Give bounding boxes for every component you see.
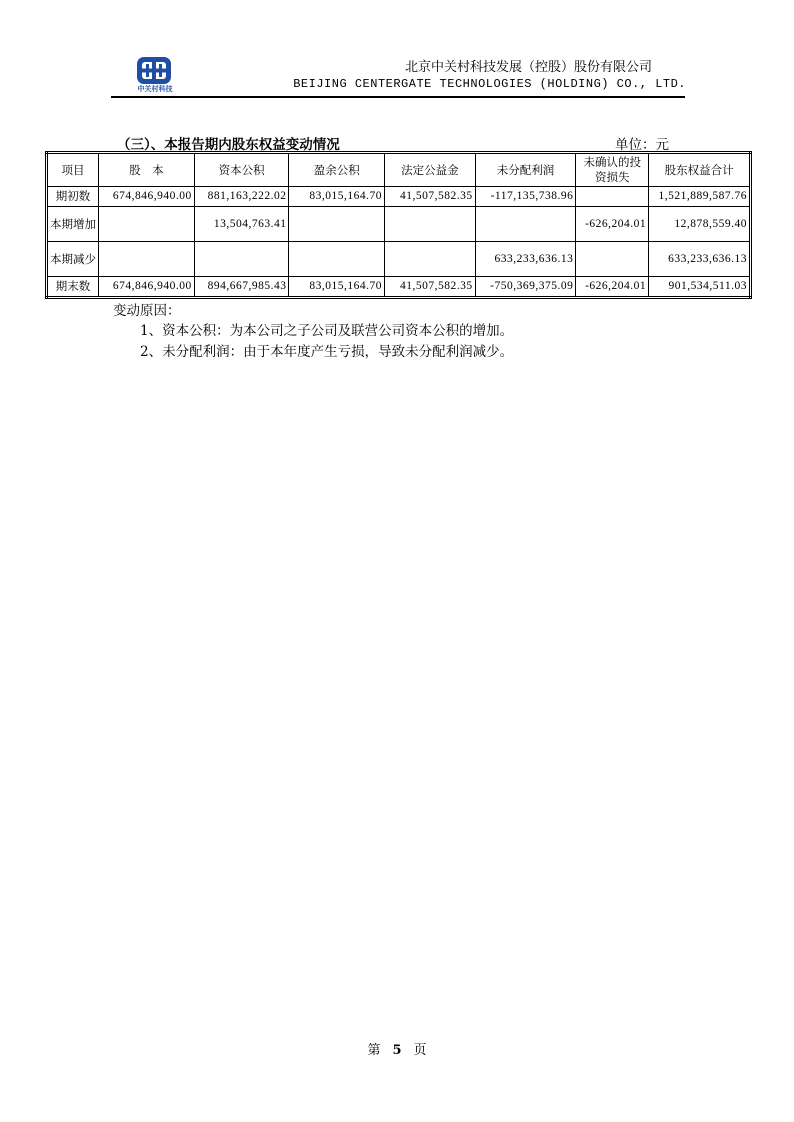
table-row [47, 187, 751, 207]
section-title: （三）、本报告期内股东权益变动情况 [117, 137, 340, 153]
col-header-capital-reserve: 资本公积 [194, 153, 289, 187]
col-header-surplus-reserve: 盈余公积 [289, 153, 385, 187]
table-cell [99, 207, 195, 242]
col-header-item: 项目 [47, 153, 99, 187]
table-cell [99, 242, 195, 277]
row-label: 期末数 [47, 277, 99, 298]
table-cell: -750,369,375.09 [475, 277, 576, 298]
col-header-unrecognized-loss: 未确认的投资损失 [576, 153, 649, 187]
table-cell: 13,504,763.41 [194, 207, 289, 242]
table-cell: 674,846,940.00 [99, 277, 195, 298]
logo-text: 中关村科技 [137, 85, 173, 93]
table-cell: 894,667,985.43 [194, 277, 289, 298]
page-number: 5 [392, 1043, 402, 1058]
page-footer [0, 1039, 794, 1058]
table-cell: 83,015,164.70 [289, 277, 385, 298]
table-cell [289, 242, 385, 277]
page-prefix: 第 [367, 1043, 381, 1058]
table-cell [576, 242, 649, 277]
change-reason-item: 2、未分配利润：由于本年度产生亏损，导致未分配利润减少。 [140, 344, 514, 360]
change-reasons-title: 变动原因： [113, 303, 181, 319]
col-header-retained-earnings: 未分配利润 [475, 153, 576, 187]
unit-label: 单位：元 [615, 137, 669, 153]
table-cell: -626,204.01 [576, 207, 649, 242]
table-cell: 633,233,636.13 [649, 242, 751, 277]
table-cell [194, 242, 289, 277]
row-label: 本期增加 [47, 207, 99, 242]
col-header-welfare-fund: 法定公益金 [385, 153, 476, 187]
table-row [47, 277, 751, 298]
table-cell: 41,507,582.35 [385, 277, 476, 298]
equity-change-table [45, 151, 752, 299]
table-cell: -626,204.01 [576, 277, 649, 298]
table-cell [385, 207, 476, 242]
table-cell [475, 207, 576, 242]
table-cell: 633,233,636.13 [475, 242, 576, 277]
page-suffix: 页 [413, 1043, 427, 1058]
change-reason-item: 1、资本公积：为本公司之子公司及联营公司资本公积的增加。 [140, 323, 514, 339]
table-cell: 41,507,582.35 [385, 187, 476, 207]
table-cell: 881,163,222.02 [194, 187, 289, 207]
table-cell: 1,521,889,587.76 [649, 187, 751, 207]
table-row [47, 242, 751, 277]
table-cell [385, 242, 476, 277]
table-cell [576, 187, 649, 207]
table-cell: 901,534,511.03 [649, 277, 751, 298]
table-cell: -117,135,738.96 [475, 187, 576, 207]
header-rule [111, 96, 685, 98]
row-label: 本期减少 [47, 242, 99, 277]
col-header-share-capital: 股 本 [99, 153, 195, 187]
table-cell: 83,015,164.70 [289, 187, 385, 207]
company-name-cn: 北京中关村科技发展（控股）股份有限公司 [404, 60, 652, 75]
table-cell: 12,878,559.40 [649, 207, 751, 242]
company-name-en: BEIJING CENTERGATE TECHNOLOGIES (HOLDING) CO., LTD. [293, 77, 686, 91]
table-row [47, 207, 751, 242]
table-cell [289, 207, 385, 242]
table-header-row [47, 153, 751, 187]
row-label: 期初数 [47, 187, 99, 207]
col-header-total-equity: 股东权益合计 [649, 153, 751, 187]
table-cell: 674,846,940.00 [99, 187, 195, 207]
